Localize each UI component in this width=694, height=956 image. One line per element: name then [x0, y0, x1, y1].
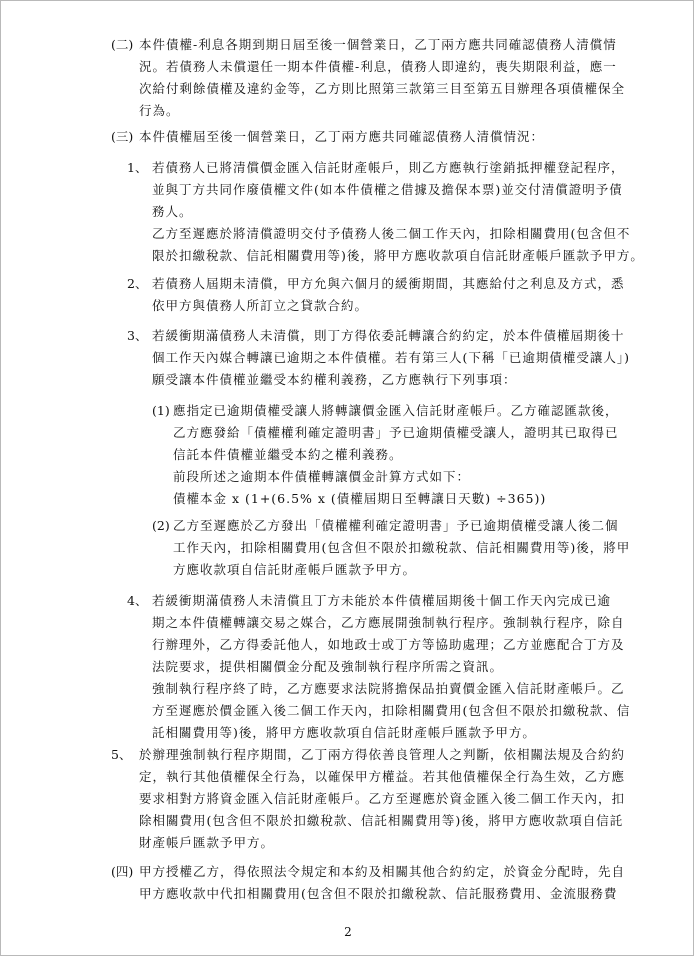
- paragraph-item-4: [152, 590, 630, 744]
- text-line: 甲方授權乙方，得依照法令規定和本約及相關其他合約約定，於資金分配時，先自: [139, 864, 626, 879]
- text-line: 本件債權-利息各期到期日屆至後一個營業日，乙丁兩方應共同確認債務人清償情: [139, 37, 617, 52]
- text-line: 乙方應發給「債權權利確定證明書」予已逾期債權受讓人，證明其已取得已: [173, 425, 619, 440]
- text-line: 託相關費用等)後，將甲方應收款項自信託財產帳戶匯款予甲方。: [152, 725, 536, 740]
- subitem-marker: (1): [152, 403, 170, 418]
- text-line: 要求相對方將資金匯入信託財產帳戶。乙方至遲應於資金匯入後二個工作天內，扣: [139, 791, 626, 806]
- text-line: 若緩衝期滿債務人未清償，則丁方得依委託轉讓合約約定，於本件債權屆期後十: [152, 328, 625, 343]
- paragraph-item-2: [152, 273, 625, 317]
- text-line: 若債務人已將清償價金匯入信託財產帳戶，則乙方應執行塗銷抵押權登記程序，: [152, 160, 625, 175]
- text-line: 強制執行程序終了時，乙方應要求法院將擔保品拍賣價金匯入信託財產帳戶。乙: [152, 681, 625, 696]
- section-marker: (二): [111, 37, 134, 52]
- text-line: 次給付剩餘債權及違約金等，乙方則比照第三款第三目至第五目辦理各項債權保全: [139, 81, 626, 96]
- paragraph-subitem-1: [173, 400, 619, 510]
- text-line: 方應收款項自信託財產帳戶匯款予甲方。: [173, 562, 417, 577]
- text-line: 並與丁方共同作廢債權文件(如本件債權之借據及擔保本票)並交付清償證明予債: [152, 182, 623, 197]
- text-line: 前段所述之逾期本件債權轉讓價金計算方式如下：: [173, 469, 471, 484]
- text-line: 財產帳戶匯款予甲方。: [139, 835, 275, 850]
- text-line: 甲方應收款中代扣相關費用(包含但不限於扣繳稅款、信託服務費用、金流服務費: [139, 886, 618, 901]
- item-marker: 5、: [111, 747, 132, 762]
- text-line: 應指定已逾期債權受讓人將轉讓價金匯入信託財產帳戶。乙方確認匯款後，: [173, 403, 619, 418]
- text-line: 於辦理強制執行程序期間，乙丁兩方得依善良管理人之判斷，依相關法規及合約約: [139, 747, 626, 762]
- text-line: 本件債權屆至後一個營業日，乙丁兩方應共同確認債務人清償情況：: [139, 129, 545, 144]
- text-line: 除相關費用(包含但不限於扣繳稅款、信託相關費用等)後，將甲方應收款項自信託: [139, 813, 624, 828]
- text-line: 願受讓本件債權並繼受本約權利義務，乙方應執行下列事項：: [152, 372, 517, 387]
- paragraph-section-2: [139, 34, 625, 122]
- text-line: 法院要求，提供相關價金分配及強制執行程序所需之資訊。: [152, 659, 504, 674]
- item-marker: 1、: [127, 160, 148, 175]
- text-line: 個工作天內媒合轉讓已逾期之本件債權。若有第三人(下稱「已逾期債權受讓人」): [152, 350, 631, 365]
- text-line: 依甲方與債務人所訂立之貸款合約。: [152, 298, 369, 313]
- text-line: 信託本件債權並繼受本約之權利義務。: [173, 447, 403, 462]
- text-line: 方至遲應於價金匯入後二個工作天內，扣除相關費用(包含但不限於扣繳稅款、信: [152, 703, 631, 718]
- subitem-marker: (2): [152, 518, 170, 533]
- text-line: 行辦理外，乙方得委託他人，如地政士或丁方等協助處理；乙方並應配合丁方及: [152, 637, 625, 652]
- text-line: 期之本件債權轉讓交易之媒合，乙方應展開強制執行程序。強制執行程序，除自: [152, 615, 625, 630]
- page-number: 2: [344, 925, 352, 939]
- text-line: 若債務人屆期未清償，甲方允與六個月的緩衝期間，其應給付之利息及方式，悉: [152, 276, 625, 291]
- paragraph-item-1: [152, 157, 644, 267]
- paragraph-subitem-2: [173, 515, 630, 581]
- text-line: 限於扣繳稅款、信託相關費用等)後，將甲方應收款項自信託財產帳戶匯款予甲方。: [152, 248, 644, 263]
- section-marker: (四): [111, 864, 134, 879]
- text-line: 乙方至遲應於乙方發出「債權權利確定證明書」予已逾期債權受讓人後二個: [173, 518, 619, 533]
- section-marker: (三): [111, 129, 134, 144]
- text-line: 行為。: [139, 103, 180, 118]
- paragraph-section-3: [139, 126, 544, 148]
- item-marker: 2、: [127, 276, 148, 291]
- text-line: 工作天內，扣除相關費用(包含但不限於扣繳稅款、信託相關費用等)後，將甲: [173, 540, 631, 555]
- text-line: 定，執行其他債權保全行為，以確保甲方權益。若其他債權保全行為生效，乙方應: [139, 769, 626, 784]
- text-line: 況。若債務人未償還任一期本件債權-利息，債務人即違約，喪失期限利益，應一: [139, 59, 617, 74]
- text-line: 務人。: [152, 204, 193, 219]
- text-line: 若緩衝期滿債務人未清償且丁方未能於本件債權屆期後十個工作天內完成已逾: [152, 593, 612, 608]
- item-marker: 4、: [127, 593, 148, 608]
- item-marker: 3、: [127, 328, 148, 343]
- paragraph-item-5: [139, 744, 625, 854]
- formula-line: 債權本金 x (1+(6.5% x (債權屆期日至轉讓日天數) ÷365)): [173, 491, 547, 506]
- paragraph-item-3: [152, 325, 630, 391]
- text-line: 乙方至遲應於將清償證明交付予債務人後二個工作天內，扣除相關費用(包含但不: [152, 226, 631, 241]
- paragraph-section-4: [139, 861, 625, 905]
